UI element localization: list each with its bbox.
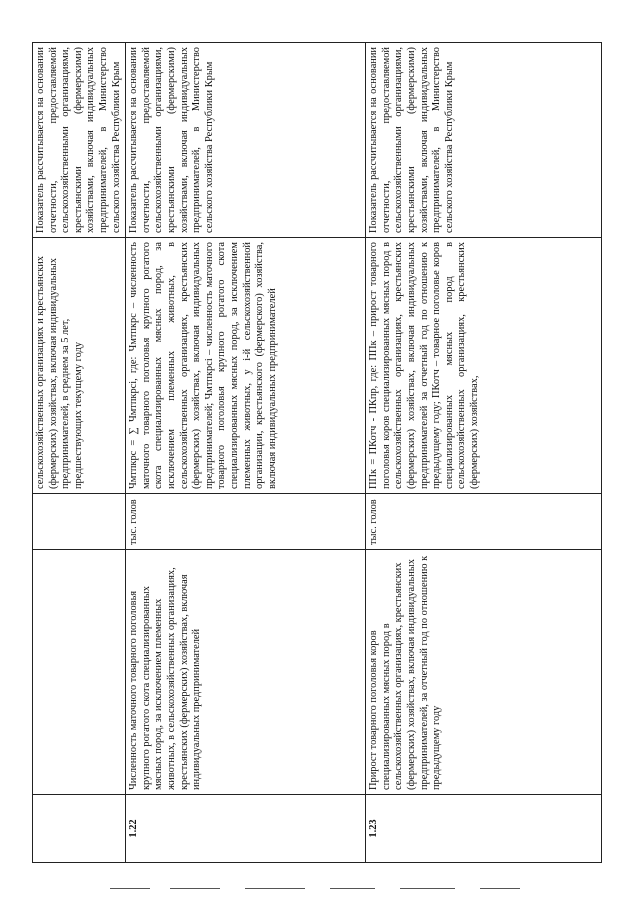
indicator-name: Прирост товарного поголовья коров специализированных мясных пород в сельскохозяйственных организациях, крестьянских (фермерских) хозяйствах, включая индивидуальных предпринимателей, за отчетный год по отношению к предыдущему году	[366, 550, 602, 795]
table-row	[366, 43, 602, 863]
scan-line	[480, 888, 520, 889]
source-cell: Показатель рассчитывается на основании отчетности, предоставляемой сельскохозяйственными организациями, крестьянскими (фермерскими) хозяйствами, включая индивидуальных предпринимателей, в Министерство сельского хозяйства Республики Крым	[33, 43, 126, 238]
formula-cell: сельскохозяйственных организациях и крестьянских (фермерских) хозяйствах, включая индивидуальных предпринимателей, в среднем за 5 лет, предшествующих текущему году	[33, 238, 126, 494]
indicator-name: Численность маточного товарного поголовья крупного рогатого скота специализированных мясных пород, за исключением племенных животных, в сельскохозяйственных организациях, крестьянских (фермерских) хозяйствах, включая индивидуальных предпринимателей	[126, 550, 366, 795]
table-row	[126, 43, 366, 863]
unit-cell	[33, 494, 126, 550]
formula-cell: ППк = ПКотч - ПКпр, где: ППк – прирост товарного поголовья коров специализированных мясных пород в сельскохозяйственных организациях, крестьянских (фермерских) хозяйствах, включая индивидуальных предпринимателей за отчетный год по отношению к предыдущему году; ПКотч – товарное поголовье коров специализированных мясных пород в сельскохозяйственных организациях, крестьянских (фермерских) хозяйствах,	[366, 238, 602, 494]
source-cell: Показатель рассчитывается на основании отчетности, предоставляемой сельскохозяйственными организациями, крестьянскими (фермерскими) хозяйствами, включая индивидуальных предпринимателей, в Министерство сельского хозяйства Республики Крым	[366, 43, 602, 238]
row-number: 1.23	[366, 795, 602, 863]
indicators-table	[32, 42, 602, 863]
scan-line	[400, 888, 455, 889]
unit-cell: тыс. голов	[366, 494, 602, 550]
table-row	[33, 43, 126, 863]
source-cell: Показатель рассчитывается на основании отчетности, предоставляемой сельскохозяйственными организациями, крестьянскими (фермерскими) хозяйствами, включая индивидуальных предпринимателей, в Министерство сельского хозяйства Республики Крым	[126, 43, 366, 238]
row-number: 1.22	[126, 795, 366, 863]
scan-line	[110, 888, 150, 889]
scan-line	[245, 888, 305, 889]
indicator-name	[33, 550, 126, 795]
formula-cell: Чмтпкрс = ∑ Чмтпкрсi, где: Чмтпкрс – численность маточного товарного поголовья крупного рогатого скота специализированных мясных пород, за исключением племенных животных, в сельскохозяйственных организациях, крестьянских (фермерских) хозяйствах, включая индивидуальных предпринимателей; Чмтпкрсi – численность маточного товарного поголовья крупного рогатого скота специализированных мясных пород, за исключением племенных животных, у i-й сельскохозяйственной организации, крестьянского (фермерского) хозяйства, включая индивидуальных предпринимателей	[126, 238, 366, 494]
scan-line	[170, 888, 220, 889]
row-number	[33, 795, 126, 863]
unit-cell: тыс. голов	[126, 494, 366, 550]
scan-line	[330, 888, 375, 889]
